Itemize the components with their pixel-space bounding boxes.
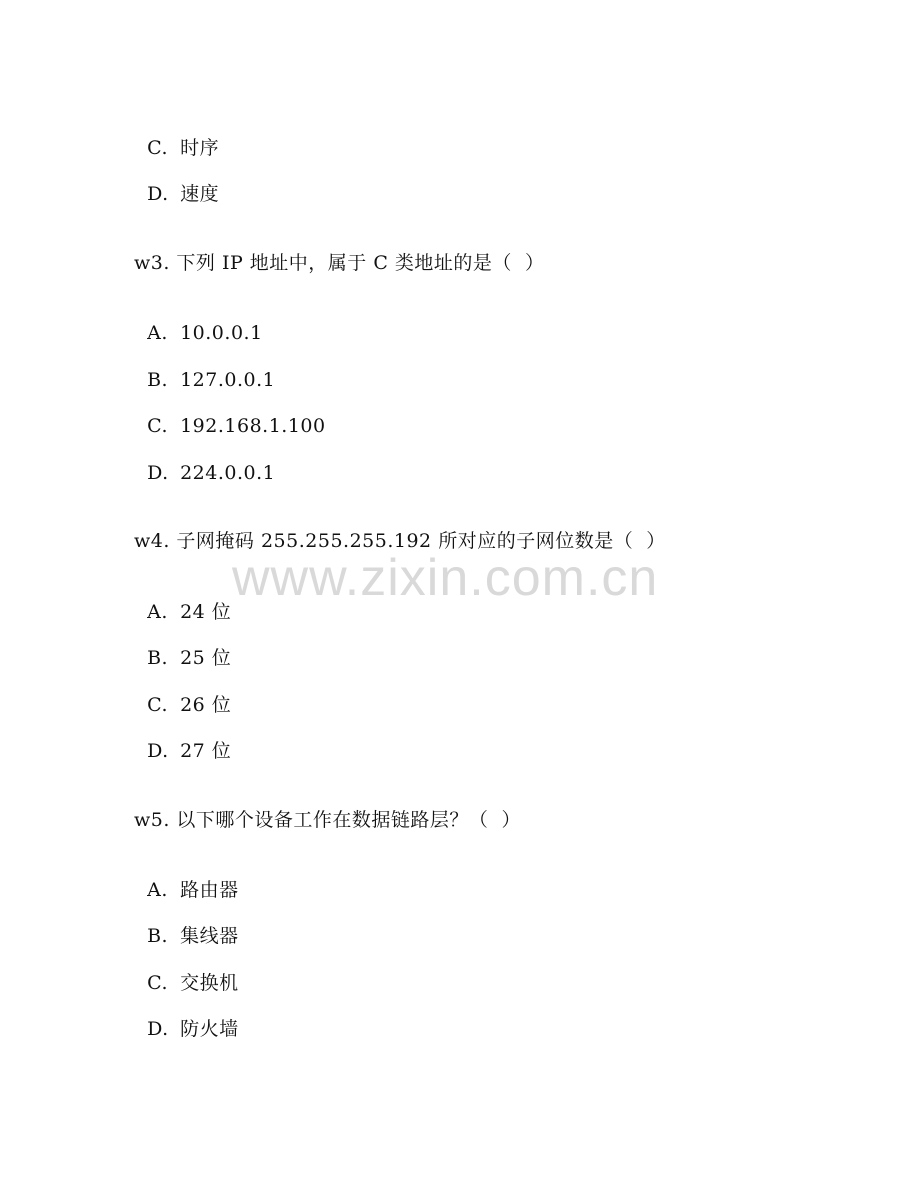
option-text: 26 位 bbox=[180, 694, 232, 716]
option-letter: A. bbox=[147, 322, 168, 344]
option-text: 路由器 bbox=[180, 879, 239, 901]
q4-option-a bbox=[134, 576, 231, 624]
option-letter: D. bbox=[147, 183, 169, 205]
prev-option-d bbox=[134, 158, 219, 206]
option-text: 25 位 bbox=[180, 647, 232, 669]
option-text: 时序 bbox=[180, 137, 220, 159]
question-5-stem: w5. 以下哪个设备工作在数据链路层？（ ） bbox=[134, 809, 522, 831]
option-letter: B. bbox=[147, 369, 169, 391]
option-letter: D. bbox=[147, 740, 169, 762]
question-4-stem: w4. 子网掩码 255.255.255.192 所对应的子网位数是（ ） bbox=[134, 530, 666, 552]
option-text: 24 位 bbox=[180, 601, 232, 623]
q3-option-b bbox=[134, 344, 275, 392]
question-3-stem: w3. 下列 IP 地址中，属于 C 类地址的是（ ） bbox=[134, 252, 545, 274]
option-letter: B. bbox=[147, 925, 169, 947]
option-text: 27 位 bbox=[180, 740, 232, 762]
q3-option-c bbox=[134, 390, 326, 438]
option-letter: C. bbox=[147, 972, 168, 994]
q5-option-d bbox=[134, 993, 239, 1041]
option-letter: C. bbox=[147, 415, 168, 437]
option-letter: A. bbox=[147, 879, 168, 901]
q4-option-d bbox=[134, 715, 231, 763]
option-letter: D. bbox=[147, 462, 169, 484]
q3-option-d bbox=[134, 437, 275, 485]
q4-option-b bbox=[134, 622, 231, 670]
q5-option-b bbox=[134, 900, 239, 948]
option-letter: C. bbox=[147, 694, 168, 716]
option-text: 192.168.1.100 bbox=[180, 415, 326, 437]
prev-option-c bbox=[134, 112, 219, 160]
option-text: 交换机 bbox=[180, 972, 239, 994]
q5-option-c bbox=[134, 947, 239, 995]
q3-option-a bbox=[134, 297, 263, 345]
option-letter: A. bbox=[147, 601, 168, 623]
option-text: 127.0.0.1 bbox=[180, 369, 276, 391]
option-text: 集线器 bbox=[180, 925, 239, 947]
option-text: 10.0.0.1 bbox=[180, 322, 263, 344]
option-letter: C. bbox=[147, 137, 168, 159]
q4-option-c bbox=[134, 669, 231, 717]
option-letter: B. bbox=[147, 647, 169, 669]
option-letter: D. bbox=[147, 1018, 169, 1040]
q5-option-a bbox=[134, 854, 239, 902]
option-text: 防火墙 bbox=[180, 1018, 239, 1040]
option-text: 速度 bbox=[180, 183, 220, 205]
option-text: 224.0.0.1 bbox=[180, 462, 276, 484]
watermark: www.zixin.com.cn bbox=[232, 549, 659, 607]
